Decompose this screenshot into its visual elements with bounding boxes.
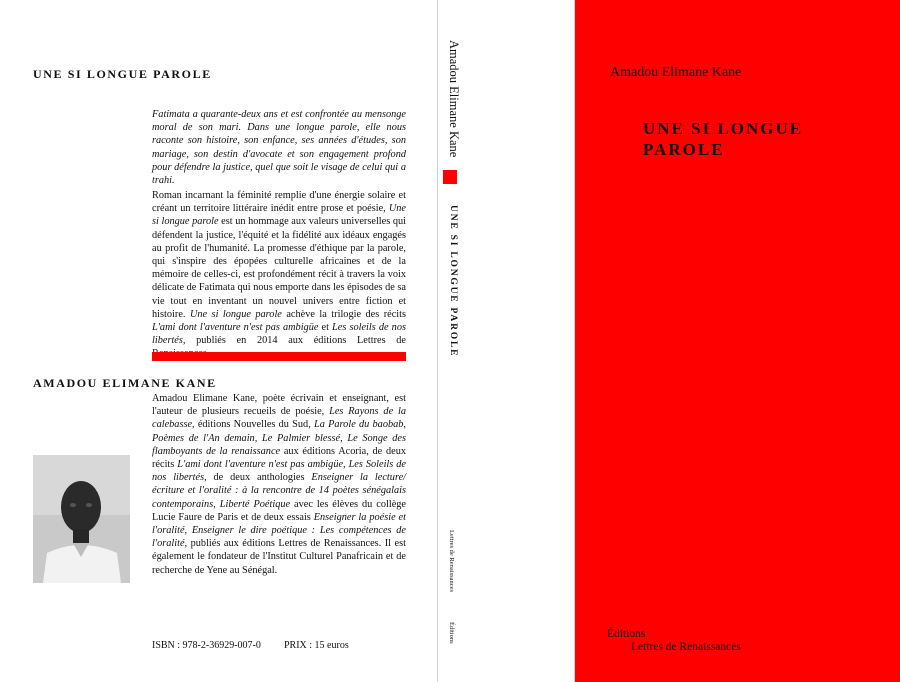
red-divider-bar <box>152 352 406 361</box>
spine-author: Amadou Elimane Kane <box>447 40 461 158</box>
front-title: UNE SI LONGUE PAROLE <box>643 119 804 159</box>
spine-left-fold <box>437 0 438 682</box>
spine-title: UNE SI LONGUE PAROLE <box>448 205 458 358</box>
front-cover <box>575 0 900 682</box>
author-heading: AMADOU ELIMANE KANE <box>33 376 217 390</box>
synopsis-intro: Fatimata a quarante-deux ans et est confrontée au mensonge moral de son mari. Dans une longue parole, elle nous raconte son histoire, son enfance, ses années d'études, son mariage, son destin d'avocate et son engagement profond pour défendre la justice, quel que soit le visage de celui qui a trahi. <box>152 109 406 187</box>
isbn: ISBN : 978-2-36929-007-0 <box>152 640 261 651</box>
author-photo <box>33 455 130 583</box>
back-title: UNE SI LONGUE PAROLE <box>33 67 212 81</box>
synopsis-body: Roman incarnant la féminité remplie d'une énergie solaire et créant un territoire littéraire inédit entre prose et poésie, Une si longue parole est un hommage aux valeurs universelles qui défendent la justice, l'équité et la fidélité aux idéaux engagés au profit de l'humanité. La promesse d'éthique par la parole, qui s'inspire des épopées culturelle africaines et de la mémoire de celles-ci, est profondément récit à travers la voix délicate de Fatimata qui nous emporte dans les épisodes de sa vie tout en inventant un nouvel univers entre fiction et histoire. Une si longue parole achève la trilogie des récits L'ami dont l'aventure n'est pas ambigüe et Les soleils de nos libertés, publiés en 2014 aux éditions Lettres de <box>152 190 406 347</box>
spine-red-mark <box>443 170 457 184</box>
front-author: Amadou Elimane Kane <box>610 65 742 80</box>
front-publisher-label: Éditions <box>607 628 646 640</box>
price: PRIX : 15 euros <box>284 640 349 651</box>
author-bio: Amadou Elimane Kane, poète écrivain et enseignant, est l'auteur de plusieurs recueils de poésie, Les Rayons de la calebasse, éditions Nouvelles du Sud, La Parole du baobab, Poèmes de l'An demain, Le Palmier blessé, Le Songe des flamboyants de la renaissance aux éditions Acoria, de deux récits L'ami dont l'aventure n'est pas ambigüe, Les Soleils de nos libertés, de deux anthologies Enseigner la lecture/écriture et l'oralité : à la rencontre de 14 poètes sénégalais contemporains, Liberté Poétique avec les élèves du collège Lucie Faure de Paris et de deux essais Enseigner la poésie et l'oralité, Enseigner le dire poétique : Les compétences de l'oralité, publiés aux éditions Lettres de Renaissances. Il est également le fondateur de l'Institut Culturel Panafricain et de recherche de Yene au Sénégal. <box>152 393 407 576</box>
spine-publisher-label: Éditions <box>448 622 455 644</box>
spine-publisher-name: Lettres de Renaissances <box>448 530 455 593</box>
front-publisher-name: Lettres de Renaissances <box>631 641 741 653</box>
